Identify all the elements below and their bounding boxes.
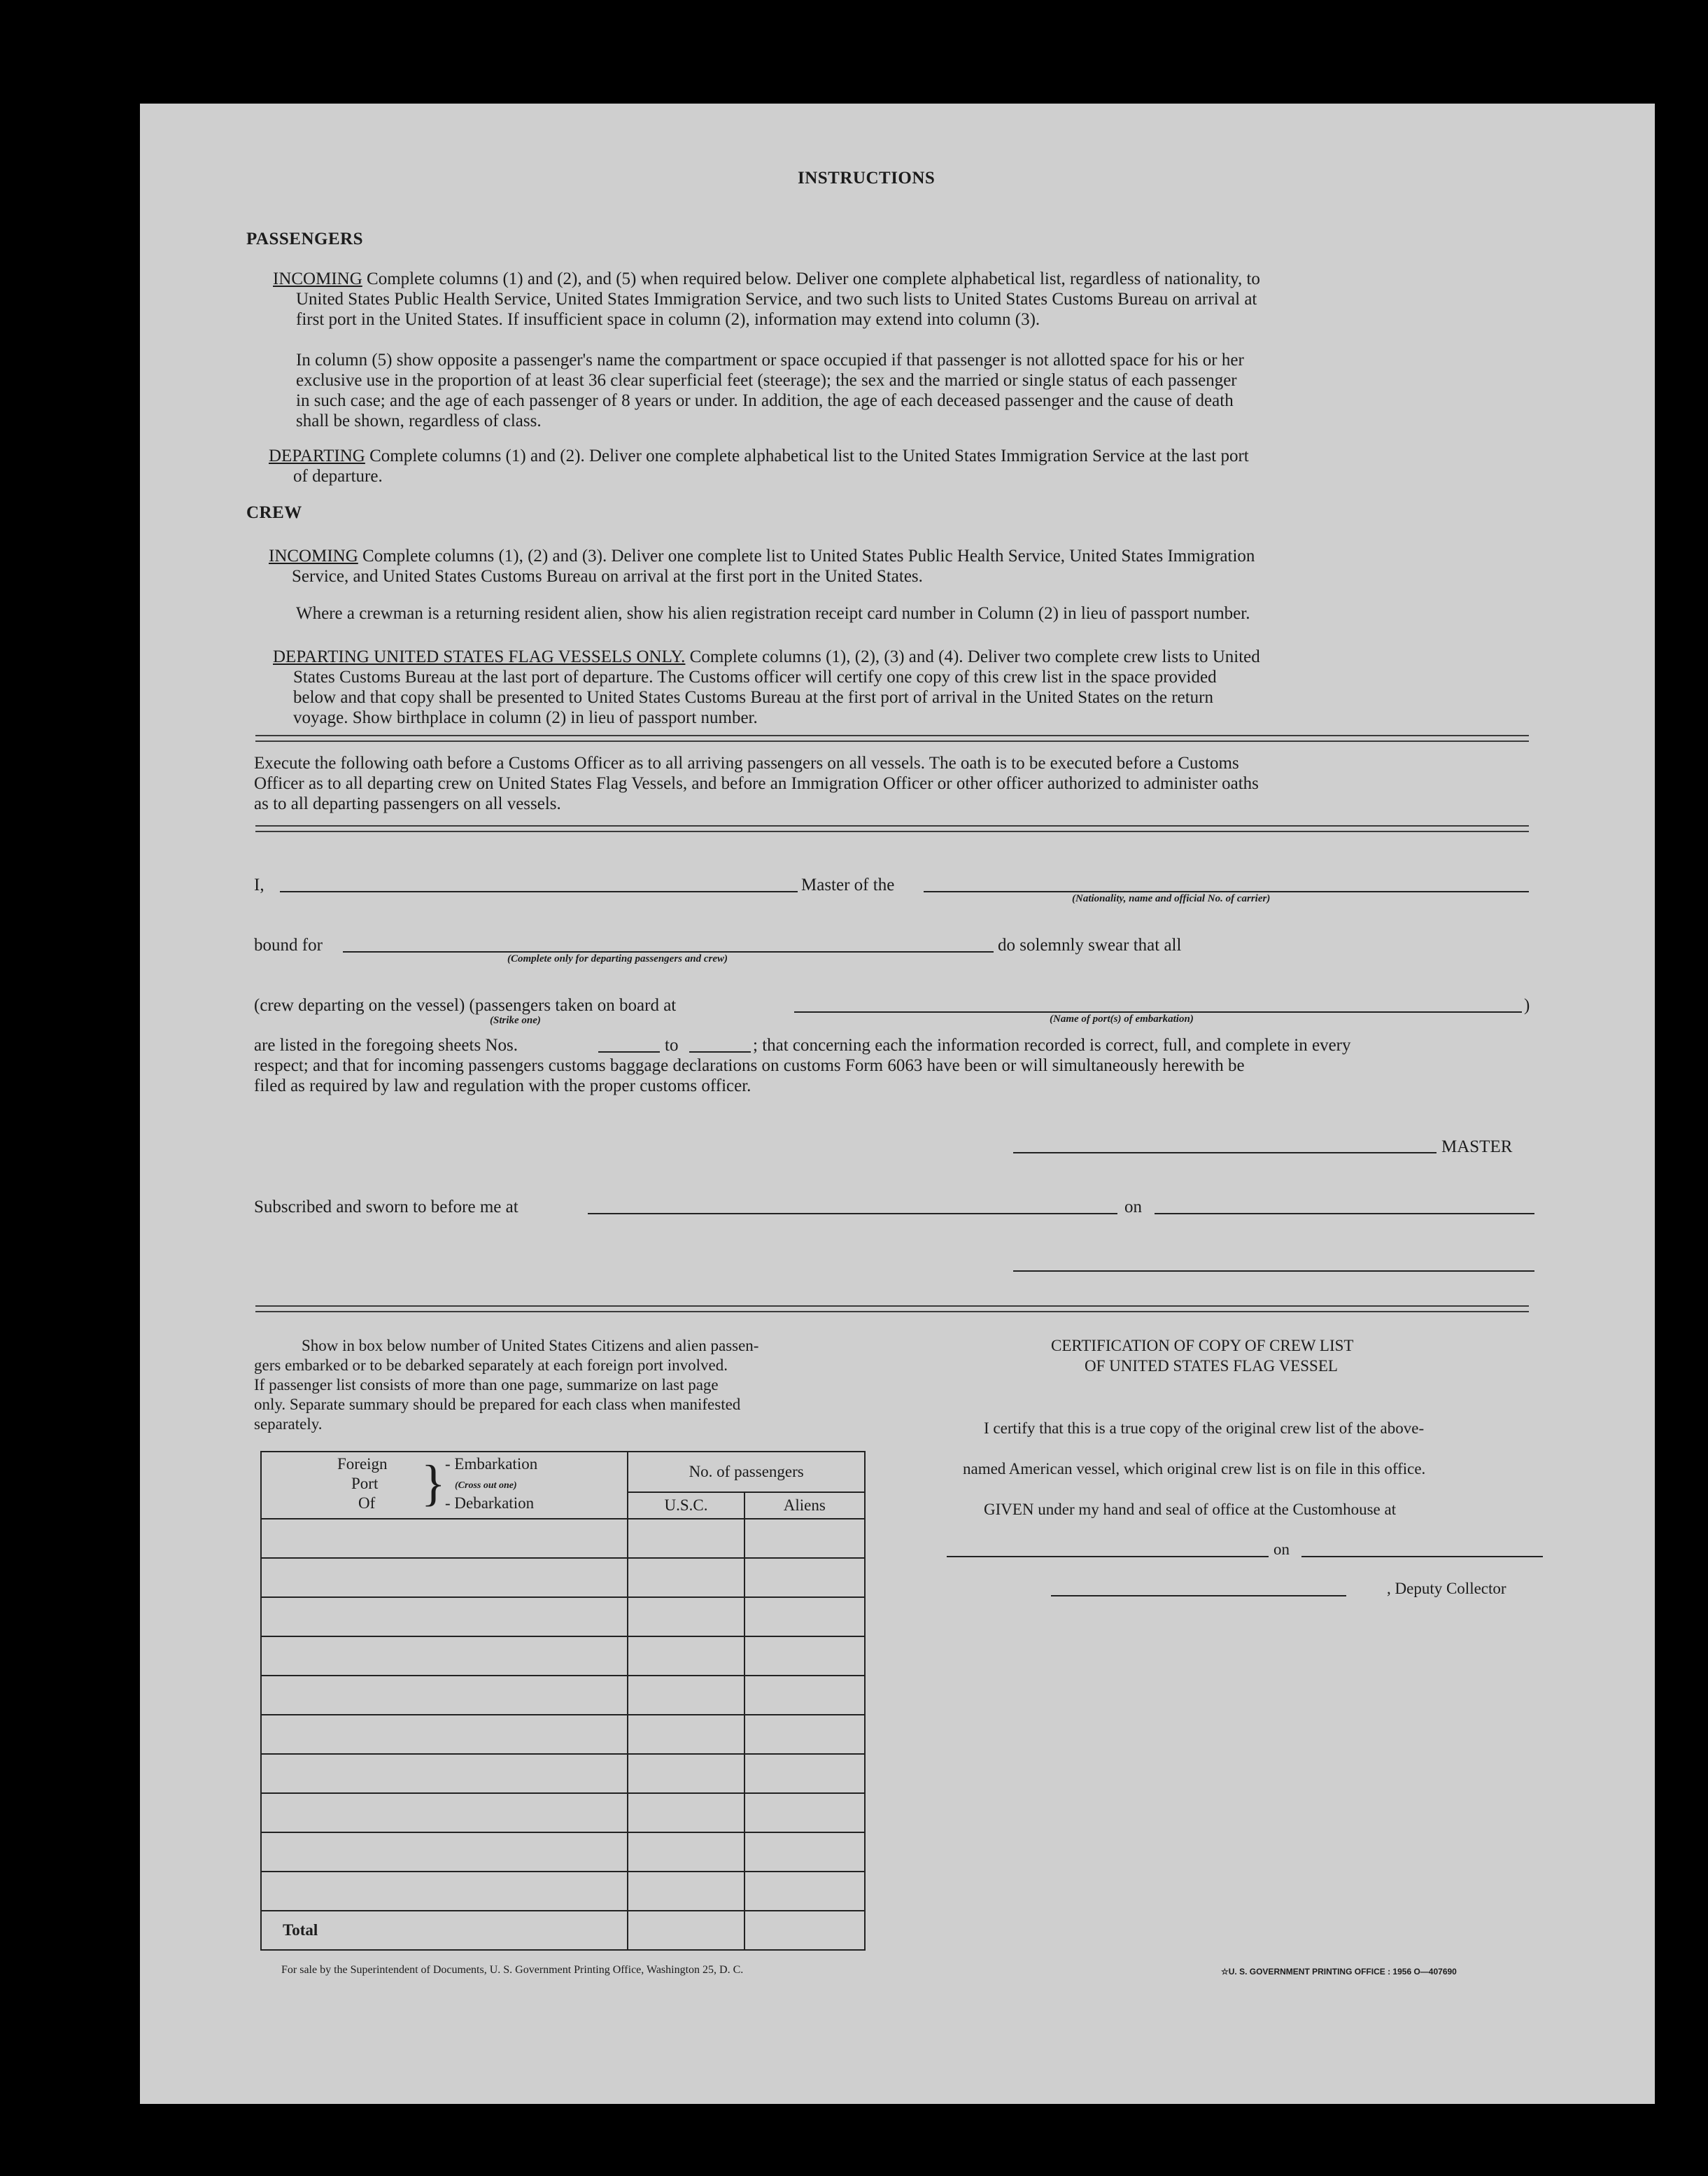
passengers-incoming-line-1: INCOMING Complete columns (1) and (2), and (5) when required below. Deliver one complete alphabetical list, regardless of nationality, to — [273, 269, 1260, 288]
bound-for-caption: (Complete only for departing passengers and crew) — [507, 953, 728, 964]
cross-out-caption: (Cross out one) — [455, 1480, 517, 1491]
passengers-departing-line-2: of departure. — [293, 467, 383, 486]
strike-one-caption: (Strike one) — [490, 1015, 541, 1026]
summary-intro-line-5: separately. — [254, 1415, 323, 1433]
port-cell[interactable] — [261, 1754, 628, 1793]
passengers-incoming-label: INCOMING — [273, 269, 362, 288]
aliens-cell[interactable] — [744, 1519, 865, 1558]
passengers-departing-label: DEPARTING — [269, 447, 365, 465]
passengers-incoming-line-2: United States Public Health Service, United States Immigration Service, and two such lists to United States Customs Bureau on arrival at — [296, 290, 1257, 309]
oath-i-label: I, — [254, 876, 264, 894]
crew-resident-alien-line: Where a crewman is a returning resident alien, show his alien registration receipt card number in Column (2) in lieu of passport number. — [296, 604, 1250, 623]
usc-cell[interactable] — [628, 1597, 744, 1636]
usc-cell[interactable] — [628, 1519, 744, 1558]
no-passengers-header: No. of passengers — [628, 1452, 865, 1492]
aliens-header: Aliens — [744, 1492, 865, 1519]
passengers-heading: PASSENGERS — [246, 230, 364, 248]
oath-intro-line-2: Officer as to all departing crew on United States Flag Vessels, and before an Immigration Officer or other officer authorized to administer oaths — [254, 774, 1259, 793]
sworn-place-field[interactable] — [588, 1213, 1117, 1214]
master-label: MASTER — [1441, 1137, 1513, 1156]
crew-heading: CREW — [246, 503, 302, 522]
sworn-on-label: on — [1124, 1198, 1142, 1216]
form-page — [140, 104, 1655, 2104]
certify-line-1: I certify that this is a true copy of the original crew list of the above- — [984, 1419, 1425, 1437]
table-row — [261, 1832, 865, 1872]
listed-line-2: respect; and that for incoming passengers customs baggage declarations on customs Form 6063 have been or will simultaneously herewith be — [254, 1056, 1245, 1075]
summary-intro-line-4: only. Separate summary should be prepared for each class when manifested — [254, 1396, 741, 1413]
passengers-incoming-line-3: first port in the United States. If insufficient space in column (2), information may extend into column (3). — [296, 310, 1040, 329]
section-divider — [255, 1305, 1529, 1312]
summary-intro-line-2: gers embarked or to be debarked separately at each foreign port involved. — [254, 1356, 728, 1374]
crew-departing-line-1: DEPARTING UNITED STATES FLAG VESSELS ONLY. Complete columns (1), (2), (3) and (4). Deliver two complete crew lists to United — [273, 647, 1260, 666]
usc-cell[interactable] — [628, 1636, 744, 1676]
table-row — [261, 1793, 865, 1832]
deputy-collector-label: , Deputy Collector — [1387, 1580, 1506, 1597]
aliens-cell[interactable] — [744, 1558, 865, 1597]
aliens-cell[interactable] — [744, 1597, 865, 1636]
usc-cell[interactable] — [628, 1715, 744, 1754]
section-divider — [255, 825, 1529, 832]
aliens-cell[interactable] — [744, 1872, 865, 1911]
crew-incoming-line-1: INCOMING Complete columns (1), (2) and (3). Deliver one complete list to United States Public Health Service, United States Immigration — [269, 547, 1255, 566]
column5-line-2: exclusive use in the proportion of at least 36 clear superficial feet (steerage); the sex and the married or single status of each passenger — [296, 371, 1237, 390]
summary-intro-line-3: If passenger list consists of more than one page, summarize on last page — [254, 1376, 719, 1394]
crew-passengers-text: (crew departing on the vessel) (passengers taken on board at — [254, 996, 677, 1015]
usc-cell[interactable] — [628, 1676, 744, 1715]
sheet-from-field[interactable] — [598, 1051, 660, 1053]
aliens-cell[interactable] — [744, 1793, 865, 1832]
master-of-the-label: Master of the — [801, 876, 895, 894]
table-row — [261, 1872, 865, 1911]
port-cell[interactable] — [261, 1676, 628, 1715]
crew-incoming-line-2: Service, and United States Customs Bureau on arrival at the first port in the United States. — [292, 567, 923, 586]
carrier-caption: (Nationality, name and official No. of carrier) — [1072, 893, 1271, 904]
page-title: INSTRUCTIONS — [798, 169, 936, 188]
summary-intro-line-1: Show in box below number of United States Citizens and alien passen- — [302, 1337, 759, 1354]
customhouse-field[interactable] — [947, 1556, 1269, 1557]
table-row — [261, 1754, 865, 1793]
section-divider — [255, 735, 1529, 742]
of-label: Of — [358, 1494, 376, 1512]
port-cell[interactable] — [261, 1519, 628, 1558]
port-cell[interactable] — [261, 1872, 628, 1911]
brace-icon: } — [421, 1455, 446, 1511]
certify-line-2: named American vessel, which original crew list is on file in this office. — [963, 1460, 1426, 1477]
port-cell[interactable] — [261, 1793, 628, 1832]
aliens-total-cell[interactable] — [744, 1911, 865, 1950]
master-name-field[interactable] — [280, 891, 798, 892]
crew-departing-line-3: below and that copy shall be presented to United States Customs Bureau at the first port of arrival in the United States on the return — [293, 688, 1213, 707]
table-row — [261, 1519, 865, 1558]
port-cell[interactable] — [261, 1558, 628, 1597]
oath-intro-line-3: as to all departing passengers on all vessels. — [254, 794, 561, 813]
aliens-cell[interactable] — [744, 1676, 865, 1715]
listed-sheets-label: are listed in the foregoing sheets Nos. — [254, 1036, 518, 1055]
crew-incoming-label: INCOMING — [269, 547, 358, 566]
table-row — [261, 1597, 865, 1636]
close-paren: ) — [1524, 996, 1530, 1015]
deputy-collector-signature-field[interactable] — [1051, 1595, 1346, 1596]
master-signature-field[interactable] — [1013, 1152, 1437, 1153]
port-label: Port — [351, 1475, 379, 1492]
certification-title-line-2: OF UNITED STATES FLAG VESSEL — [1085, 1357, 1338, 1375]
table-row — [261, 1558, 865, 1597]
foreign-port-header — [261, 1452, 628, 1519]
aliens-cell[interactable] — [744, 1754, 865, 1793]
listed-to-label: to — [665, 1036, 679, 1055]
crew-departing-line-4: voyage. Show birthplace in column (2) in lieu of passport number. — [293, 708, 758, 727]
swear-text: do solemnly swear that all — [998, 936, 1182, 955]
debarkation-label: - Debarkation — [445, 1494, 535, 1512]
table-row — [261, 1636, 865, 1676]
sheet-to-field[interactable] — [689, 1051, 751, 1053]
usc-cell[interactable] — [628, 1754, 744, 1793]
usc-cell[interactable] — [628, 1793, 744, 1832]
usc-header: U.S.C. — [628, 1492, 744, 1519]
usc-cell[interactable] — [628, 1872, 744, 1911]
table-row — [261, 1715, 865, 1754]
usc-cell[interactable] — [628, 1558, 744, 1597]
usc-cell[interactable] — [628, 1832, 744, 1872]
aliens-cell[interactable] — [744, 1832, 865, 1872]
listed-text: ; that concerning each the information recorded is correct, full, and complete in every — [753, 1036, 1351, 1055]
listed-line-3: filed as required by law and regulation with the proper customs officer. — [254, 1076, 751, 1095]
gpo-footer: ☆U. S. GOVERNMENT PRINTING OFFICE : 1956 O—407690 — [1221, 1967, 1457, 1977]
passenger-summary-table — [260, 1451, 866, 1951]
carrier-field[interactable] — [924, 891, 1529, 892]
subscribed-label: Subscribed and sworn to before me at — [254, 1198, 518, 1216]
ports-of-embarkation-field[interactable] — [794, 1011, 1522, 1013]
certification-on-label: on — [1273, 1540, 1290, 1558]
certification-date-field[interactable] — [1301, 1556, 1543, 1557]
port-cell[interactable] — [261, 1636, 628, 1676]
crew-departing-label: DEPARTING UNITED STATES FLAG VESSELS ONLY. — [273, 647, 686, 666]
port-cell[interactable] — [261, 1597, 628, 1636]
aliens-cell[interactable] — [744, 1636, 865, 1676]
crew-departing-line-2: States Customs Bureau at the last port of departure. The Customs officer will certify one copy of this crew list in the space provided — [293, 668, 1217, 687]
total-row — [261, 1911, 865, 1950]
foreign-label: Foreign — [337, 1455, 388, 1473]
aliens-cell[interactable] — [744, 1715, 865, 1754]
column5-line-4: shall be shown, regardless of class. — [296, 412, 542, 430]
ports-caption: (Name of port(s) of embarkation) — [1050, 1013, 1194, 1025]
port-cell[interactable] — [261, 1832, 628, 1872]
sworn-date-field[interactable] — [1155, 1213, 1534, 1214]
total-label: Total — [261, 1911, 628, 1950]
bound-for-label: bound for — [254, 936, 323, 955]
usc-total-cell[interactable] — [628, 1911, 744, 1950]
sale-footer: For sale by the Superintendent of Documents, U. S. Government Printing Office, Washington 25, D. C. — [281, 1964, 744, 1976]
given-line: GIVEN under my hand and seal of office at the Customhouse at — [984, 1501, 1397, 1518]
passengers-departing-line-1: DEPARTING Complete columns (1) and (2). Deliver one complete alphabetical list to the United States Immigration Service at the last port — [269, 447, 1249, 465]
table-row — [261, 1676, 865, 1715]
officer-signature-field[interactable] — [1013, 1270, 1534, 1272]
column5-line-1: In column (5) show opposite a passenger's name the compartment or space occupied if that passenger is not allotted space for his or her — [296, 351, 1244, 370]
oath-intro-line-1: Execute the following oath before a Customs Officer as to all arriving passengers on all vessels. The oath is to be executed before a Customs — [254, 754, 1239, 773]
certification-title-line-1: CERTIFICATION OF COPY OF CREW LIST — [1051, 1337, 1354, 1354]
bound-for-field[interactable] — [343, 951, 994, 953]
column5-line-3: in such case; and the age of each passenger of 8 years or under. In addition, the age of each deceased passenger and the cause of death — [296, 391, 1234, 410]
embarkation-label: - Embarkation — [445, 1455, 538, 1473]
port-cell[interactable] — [261, 1715, 628, 1754]
